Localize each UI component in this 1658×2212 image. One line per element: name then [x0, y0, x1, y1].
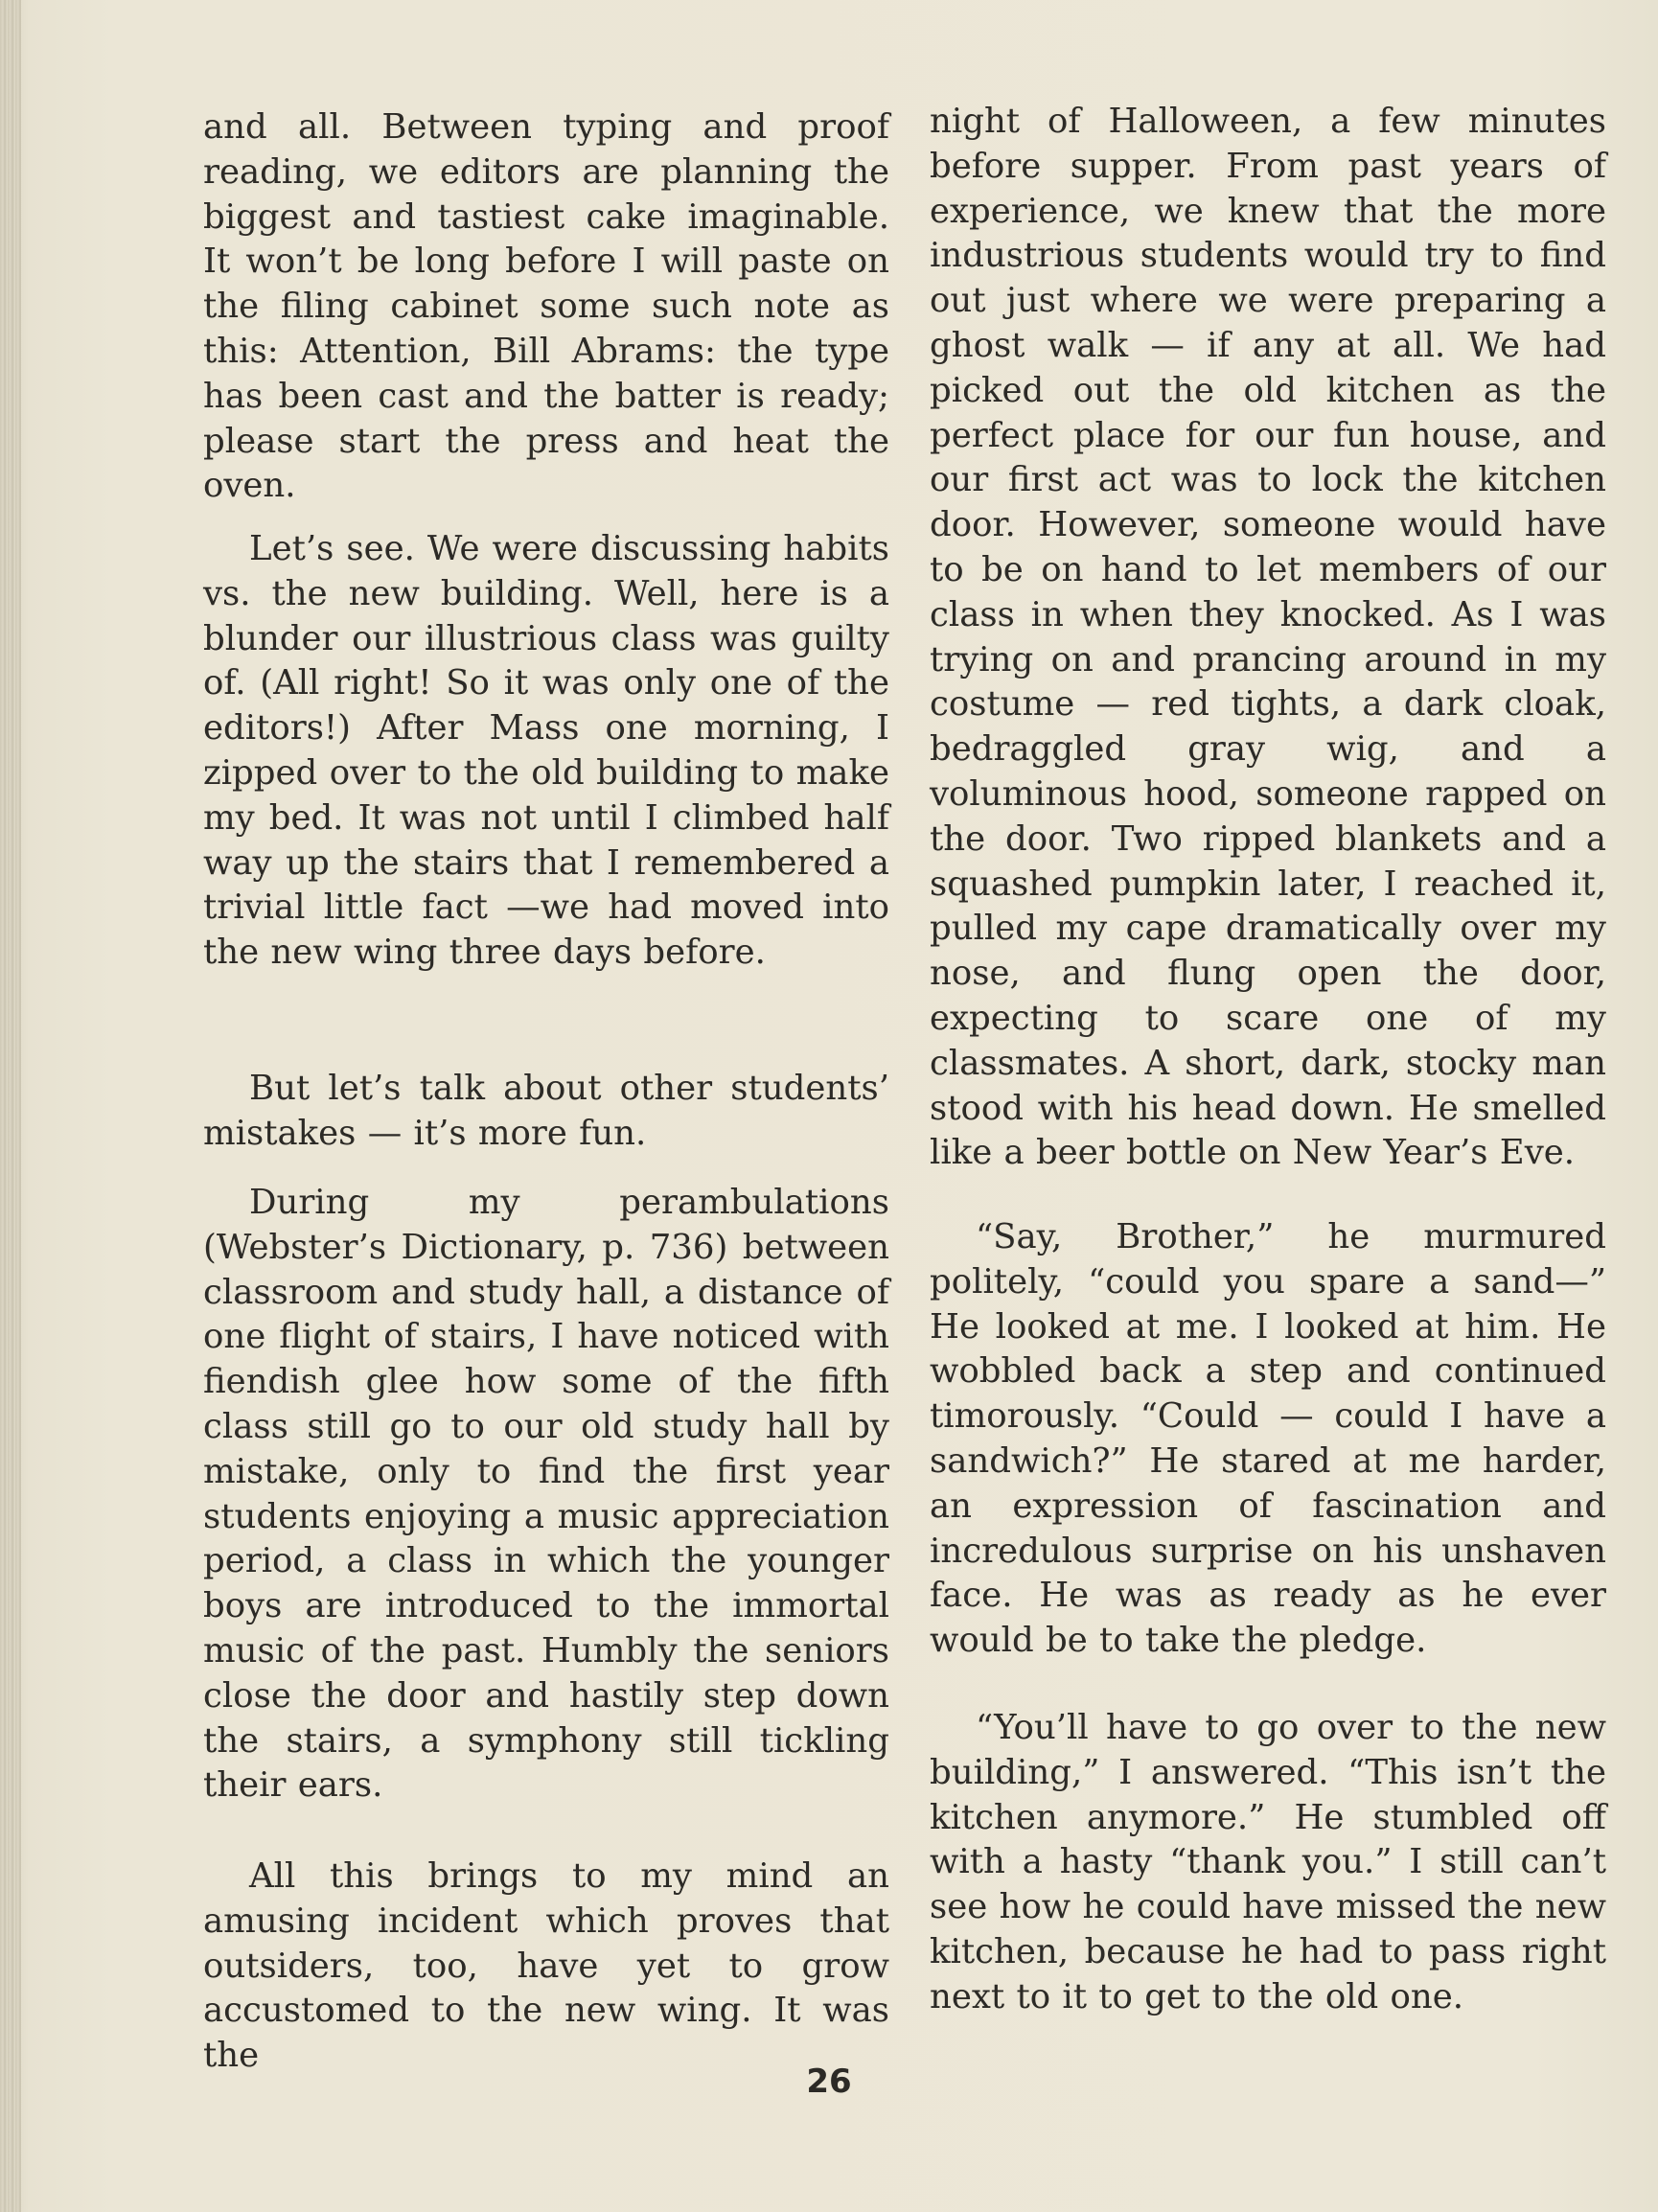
paragraph-left-3: But let’s talk about other students’ mistakes — it’s more fun. [203, 1069, 889, 1153]
page-number: 26 [806, 2062, 852, 2101]
paragraph-left-5: All this brings to my mind an amusing incident which proves that outsiders, too, have yet to grow accustomed to the new wing. It was the [203, 1856, 889, 2076]
page-binding-edge [0, 0, 21, 2212]
paragraph-left-2: Let’s see. We were discussing habits vs. the new building. Well, here is a blunder our illustrious class was guilty of. (All right! So it was only one of the editors!) After Mass one morning, I zipped over to the old building to make my bed. It was not until I climbed half way up the stairs that I remembered a trivial little fact —we had moved into the new wing three days before. [203, 529, 889, 973]
paragraph-right-1: night of Halloween, a few minutes before supper. From past years of experience, we knew that the more industrious students would try to find out just where we were preparing a ghost walk — if any at all. We had picked out the old kitchen as the perfect place for our fun house, and our first act was to lock the kitchen door. However, someone would have to be on hand to let members of our class in when they knocked. As I was trying on and prancing around in my costume — red tights, a dark cloak, bedraggled gray wig, and a voluminous hood, someone rapped on the door. Two ripped blankets and a squashed pumpkin later, I reached it, pulled my cape dramatically over my nose, and flung open the door, expecting to scare one of my classmates. A short, dark, stocky man stood with his head down. He smelled like a beer bottle on New Year’s Eve. [930, 102, 1606, 1173]
paragraph-right-2: “Say, Brother,” he murmured politely, “could you spare a sand—” He looked at me. I looked at him. He wobbled back a step and continued timorously. “Could — could I have a sandwich?” He stared at me harder, an expression of fascination and incredulous surprise on his unshaven face. He was as ready as he ever would be to take the pledge. [930, 1217, 1606, 1661]
paragraph-left-4: During my perambulations (Webster’s Dictionary, p. 736) between classroom and study hall, a distance of one flight of stairs, I have noticed with fiendish glee how some of the fifth class still go to our old study hall by mistake, only to find the first year students enjoying a music appreciation period, a class in which the younger boys are introduced to the immortal music of the past. Humbly the seniors close the door and hastily step down the stairs, a symphony still tickling their ears. [203, 1183, 889, 1806]
paragraph-right-3: “You’ll have to go over to the new building,” I answered. “This isn’t the kitchen anymore.” He stumbled off with a hasty “thank you.” I still can’t see how he could have missed the new kitchen, because he had to pass right next to it to get to the old one. [930, 1708, 1606, 2016]
paragraph-left-1: and all. Between typing and proof reading, we editors are planning the biggest and tastiest cake imaginable. It won’t be long before I will paste on the filing cabinet some such note as this: Attention, Bill Abrams: the type has been cast and the batter is ready; please start the press and heat the oven. [203, 107, 889, 506]
